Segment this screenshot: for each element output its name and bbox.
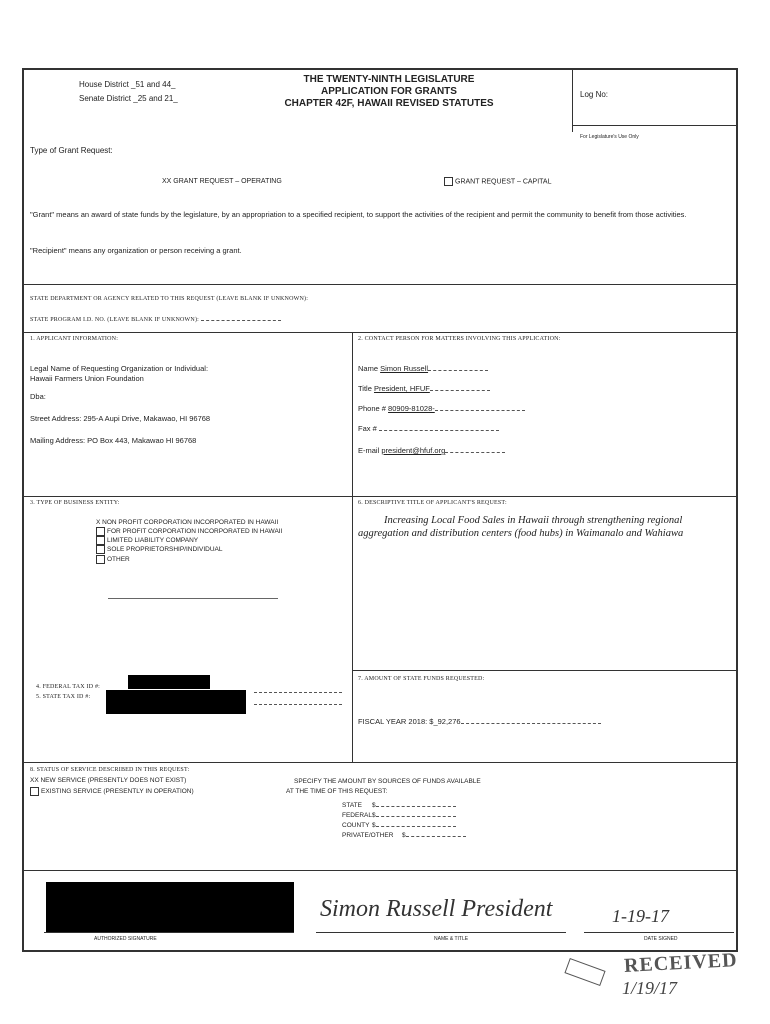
entity-option-other [96,555,282,564]
signature-handwriting: Simon Russell President [320,896,553,922]
specify-line1: SPECIFY THE AMOUNT BY SOURCES OF FUNDS AVAILABLE [294,778,481,785]
title-line-3: CHAPTER 42F, HAWAII REVISED STATUTES [284,98,494,109]
funds-state [342,801,466,811]
funds-private-label: PRIVATE/OTHER [342,832,394,839]
existing-label: EXISTING SERVICE (PRESENTLY IN OPERATION) [41,788,194,796]
grant-operating: XX GRANT REQUEST – OPERATING [162,178,282,185]
funds-sources [342,801,466,841]
received-stamp: RECEIVED [623,949,739,977]
fiscal-year-amount [358,717,601,726]
other-checkbox[interactable] [96,555,105,564]
legal-name-value: Hawaii Farmers Union Foundation [30,374,144,383]
contact-phone [358,404,525,413]
envelope-icon [564,958,605,986]
capital-checkbox[interactable] [444,177,453,186]
contact-name-label: Name [358,364,379,373]
section8-heading: 8. STATUS OF SERVICE DESCRIBED IN THIS REQUEST: [30,767,190,773]
contact-title-label: Title [358,384,372,393]
contact-title [358,384,490,393]
house-district: House District _51 and 44_ [79,80,176,89]
entity-options [96,518,282,564]
title-line-1: THE TWENTY-NINTH LEGISLATURE [303,74,475,85]
sole-label: SOLE PROPRIETORSHIP/INDIVIDUAL [107,546,223,554]
street-address: Street Address: 295-A Aupi Drive, Makawao, HI 96768 [30,414,211,423]
state-funds-field[interactable] [376,806,456,807]
grant-capital [444,177,551,186]
received-date: 1/19/17 [622,978,678,998]
dba-label: Dba: [30,392,46,401]
mailing-address: Mailing Address: PO Box 443, Makawao HI 96768 [30,436,197,445]
existing-service [30,787,194,796]
request-title: Increasing Local Food Sales in Hawaii through strengthening regional aggregation and distribution centers (food hubs) in Waimanalo and Wahiawa [358,515,684,539]
contact-fax-label: Fax # [358,424,377,433]
funds-state-label: STATE [342,802,362,809]
section2-heading: 2. CONTACT PERSON FOR MATTERS INVOLVING THIS APPLICATION: [358,336,561,342]
program-id-field[interactable] [201,320,281,321]
new-service: XX NEW SERVICE (PRESENTLY DOES NOT EXIST) [30,777,187,784]
funds-federal [342,811,466,821]
entity-option-llc [96,536,282,545]
authorized-signature-label: AUTHORIZED SIGNATURE [94,936,157,942]
grant-definition: "Grant" means an award of state funds by the legislature, by an appropriation to a specified recipient, to support the activities of the recipient and permit the community to benefit from those activities. [30,210,687,219]
contact-name-value: Simon Russell [380,364,429,373]
legal-name-label: Legal Name of Requesting Organization or Individual: [30,364,209,373]
date-handwriting: 1-19-17 [612,906,669,926]
forprofit-label: FOR PROFIT CORPORATION INCORPORATED IN HAWAII [107,528,283,536]
contact-fax [358,424,499,433]
state-tax-label: 5. STATE TAX ID #: [36,694,91,700]
funds-county-label: COUNTY [342,822,370,829]
section7-heading: 7. AMOUNT OF STATE FUNDS REQUESTED: [358,676,485,682]
funds-county [342,821,466,831]
redaction-box [106,690,246,714]
log-note: For Legislature's Use Only [580,134,639,140]
senate-district: Senate District _25 and 21_ [79,94,178,103]
section1-heading: 1. APPLICANT INFORMATION: [30,336,119,342]
redaction-box [46,882,294,932]
other-label: OTHER [107,555,130,563]
state-program-label [30,317,281,323]
contact-phone-label: Phone # [358,404,386,413]
title-line-2: APPLICATION FOR GRANTS [321,86,457,97]
funds-private-dollar: $ [402,832,406,839]
state-program-text: STATE PROGRAM I.D. NO. (LEAVE BLANK IF UNKNOWN): [30,317,200,323]
date-signed-label: DATE SIGNED [644,936,678,942]
state-dept-label: STATE DEPARTMENT OR AGENCY RELATED TO THIS REQUEST (LEAVE BLANK IF UNKNOWN): [30,296,309,302]
specify-line2: AT THE TIME OF THIS REQUEST: [286,788,388,795]
contact-phone-value: 80909-81028- [388,404,435,413]
section3-heading: 3. TYPE OF BUSINESS ENTITY: [30,500,120,506]
sole-checkbox[interactable] [96,545,105,554]
existing-checkbox[interactable] [30,787,39,796]
contact-email [358,446,505,455]
grant-type-label: Type of Grant Request: [30,146,113,155]
private-funds-field[interactable] [406,836,466,837]
contact-name [358,364,488,373]
funds-private [342,831,466,841]
contact-email-label: E-mail [358,446,380,455]
contact-title-value: President, HFUF [373,384,430,393]
fiscal-year-text: FISCAL YEAR 2018: $_92,276 [358,717,461,726]
entity-option-sole [96,545,282,554]
form-title [274,74,504,110]
llc-checkbox[interactable] [96,536,105,545]
entity-option-nonprofit: X NON PROFIT CORPORATION INCORPORATED IN HAWAII [96,519,279,526]
section6-heading: 6. DESCRIPTIVE TITLE OF APPLICANT'S REQUEST: [358,500,507,506]
name-title-label: NAME & TITLE [434,936,469,942]
log-number-label: Log No: [580,90,609,99]
federal-funds-field[interactable] [376,816,456,817]
forprofit-checkbox[interactable] [96,527,105,536]
funds-federal-label: FEDERAL [342,812,372,819]
contact-email-value: president@hfuf.org [381,446,446,455]
funds-federal-dollar: $ [372,812,376,819]
other-line[interactable] [108,598,278,599]
grant-application-form [22,68,738,952]
fax-field[interactable] [379,430,499,431]
federal-tax-label: 4. FEDERAL TAX ID #: [36,684,101,690]
recipient-definition: "Recipient" means any organization or person receiving a grant. [30,246,242,255]
entity-option-forprofit [96,527,282,536]
funds-county-dollar: $ [372,822,376,829]
grant-capital-label: GRANT REQUEST – CAPITAL [455,178,552,186]
county-funds-field[interactable] [376,826,456,827]
redaction-box [128,675,210,689]
llc-label: LIMITED LIABILITY COMPANY [107,537,199,545]
funds-state-dollar: $ [372,802,376,809]
